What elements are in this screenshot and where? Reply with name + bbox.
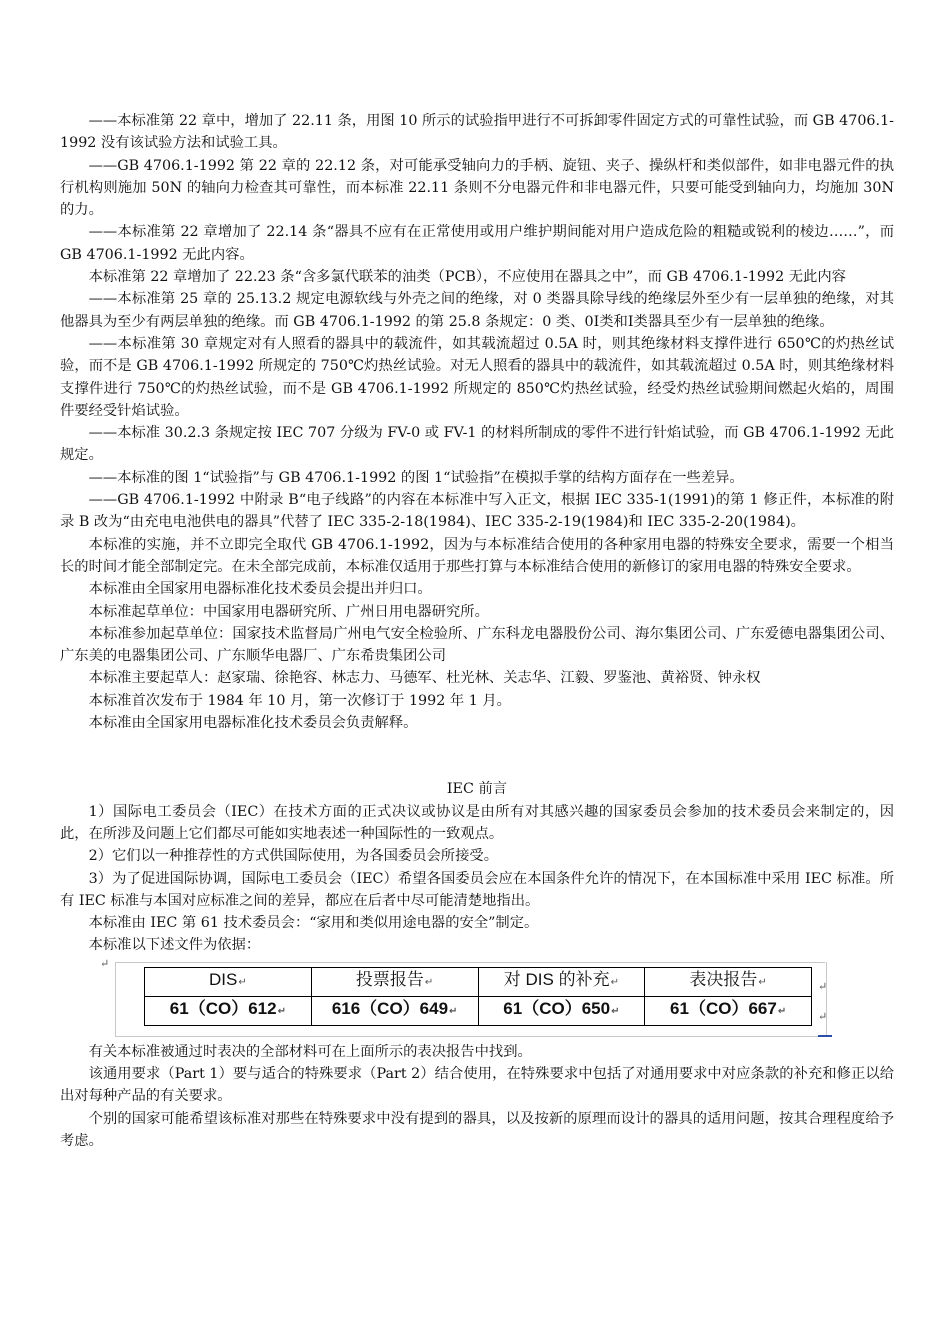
row-end-mark-icon: ↵ [818, 1009, 828, 1023]
paragraph: ——本标准第 30 章规定对有人照看的器具中的载流件，如其载流超过 0.5A 时，则其绝缘材料支撑件进行 650℃的灼热丝试验，而不是 GB 4706.1-1992 所规定的 750℃灼热丝试验。对无人照看的器具中的载流件，如其载流超过 0.5A 时，则其绝缘材料支撑件进行 750℃的灼热丝试验，而不是 GB 4706.1-1992 所规定的 850℃灼热丝试验，经受灼热丝试验期间燃起火焰的，周围件要经受针焰试验。 [60, 335, 894, 419]
paragraph: 该通用要求（Part 1）要与适合的特殊要求（Part 2）结合使用，在特殊要求中包括了对通用要求中对应条款的补充和修正以给出对每种产品的有关要求。 [60, 1065, 894, 1105]
paragraph: 3）为了促进国际协调，国际电工委员会（IEC）希望各国委员会应在本国条件允许的情况下，在本国标准中采用 IEC 标准。所有 IEC 标准与本国对应标准之间的差异，都应在后者中尽可能清楚地指出。 [60, 870, 894, 909]
paragraph-mark-icon: ↵ [100, 956, 110, 970]
cell-mark-icon: ↵ [611, 1006, 620, 1018]
paragraph: 本标准参加起草单位：国家技术监督局广州电气安全检验所、广东科龙电器股份公司、海尔集团公司、广东爱德电器集团公司、广东美的电器集团公司、广东顺华电器厂、广东希贵集团公司 [60, 625, 894, 665]
paragraph: ——本标准 30.2.3 条规定按 IEC 707 分级为 FV-0 或 FV-1 的材料所制成的零件不进行针焰试验，而 GB 4706.1-1992 无此规定。 [60, 425, 894, 464]
cell-mark-icon: ↵ [777, 1006, 787, 1018]
cell-mark-icon: ↵ [238, 977, 247, 989]
table-row [145, 996, 812, 1025]
paragraph: 本标准由全国家用电器标准化技术委员会负责解释。 [88, 715, 418, 732]
cursor-mark [818, 1035, 832, 1037]
paragraph: 本标准由全国家用电器标准化技术委员会提出并归口。 [88, 581, 432, 598]
paragraph: ——本标准第 22 章增加了 22.14 条“器具不应有在正常使用或用户维护期间能对用户造成危险的粗糙或锐利的棱边……”，而 GB 4706.1-1992 无此内容。 [60, 224, 894, 263]
frame-border [115, 962, 116, 1036]
table-header-cell: DIS↵ [145, 967, 312, 996]
paragraph: 本标准起草单位：中国家用电器研究所、广州日用电器研究所。 [88, 603, 489, 620]
table-row [145, 967, 812, 996]
section-heading: IEC 前言 [446, 781, 508, 798]
paragraph: 本标准由 IEC 第 61 技术委员会：“家用和类似用途电器的安全”制定。 [88, 915, 539, 932]
table-header-cell: 对 DIS 的补充↵ [478, 967, 645, 996]
table-cell: 61（CO）667↵ [645, 996, 812, 1025]
cell-mark-icon: ↵ [277, 1006, 286, 1018]
document-body [60, 110, 894, 1152]
cell-mark-icon: ↵ [424, 977, 434, 989]
paragraph: 本标准以下述文件为依据： [88, 937, 261, 954]
row-end-mark-icon: ↵ [818, 979, 828, 993]
paragraph: 2）它们以一种推荐性的方式供国际使用，为各国委员会所接受。 [88, 848, 498, 865]
paragraph: ——本标准第 22 章中，增加了 22.11 条，用图 10 所示的试验指甲进行不可拆卸零件固定方式的可靠性试验，而 GB 4706.1-1992 没有该试验方法和试验工具。 [60, 113, 894, 152]
paragraph: 本标准首次发布于 1984 年 10 月，第一次修订于 1992 年 1 月。 [88, 692, 511, 709]
paragraph: 本标准的实施，并不立即完全取代 GB 4706.1-1992，因为与本标准结合使用的各种家用电器的特殊安全要求，需要一个相当长的时间才能全部制定完。在未全部完成前，本标准仅适用于那些打算与本标准结合使用的新修订的家用电器的特殊安全要求。 [60, 536, 894, 575]
table-cell: 61（CO）612↵ [145, 996, 312, 1025]
paragraph: ——本标准的图 1“试验指”与 GB 4706.1-1992 的图 1“试验指”在模拟手掌的结构方面存在一些差异。 [88, 469, 744, 486]
table-header-cell: 表决报告↵ [645, 967, 812, 996]
cell-mark-icon: ↵ [610, 977, 619, 989]
section-spacer [60, 734, 894, 778]
frame-border [115, 962, 825, 963]
paragraph: 本标准第 22 章增加了 22.23 条“含多氯代联苯的油类（PCB），不应使用在器具之中”，而 GB 4706.1-1992 无此内容 [88, 269, 846, 286]
table-frame [60, 956, 894, 1039]
frame-border [115, 1036, 827, 1037]
paragraph: ——GB 4706.1-1992 中附录 B“电子线路”的内容在本标准中写入正文，根据 IEC 335-1(1991)的第 1 修正件，本标准的附录 B 改为“由充电电池供电的器具”代替了 IEC 335-2-18(1984)、IEC 335-2-19(1984)和 IEC 335-2-20(1984)。 [60, 492, 894, 531]
table-header-cell: 投票报告↵ [311, 967, 478, 996]
document-table [144, 967, 812, 1026]
table-cell: 61（CO）650↵ [478, 996, 645, 1025]
cell-mark-icon: ↵ [758, 977, 767, 989]
cell-mark-icon: ↵ [449, 1006, 458, 1018]
table-cell: 616（CO）649↵ [311, 996, 478, 1025]
paragraph: 1）国际电工委员会（IEC）在技术方面的正式决议或协议是由所有对其感兴趣的国家委员会参加的技术委员会来制定的，因此，在所涉及问题上它们都尽可能如实地表述一种国际性的一致观点。 [60, 803, 894, 842]
paragraph: 个别的国家可能希望该标准对那些在特殊要求中没有提到的器具，以及按新的原理而设计的器具的适用问题，按其合理程度给予考虑。 [60, 1110, 894, 1149]
paragraph: ——GB 4706.1-1992 第 22 章的 22.12 条，对可能承受轴向力的手柄、旋钮、夹子、操纵杆和类似部件，如非电器元件的执行机构则施加 50N 的轴向力检查其可靠性，而本标准 22.11 条则不分电器元件和非电器元件，只要可能受到轴向力，均施加 30N 的力。 [60, 157, 894, 219]
paragraph: 有关本标准被通过时表决的全部材料可在上面所示的表决报告中找到。 [88, 1043, 532, 1060]
paragraph: ——本标准第 25 章的 25.13.2 规定电源软线与外壳之间的绝缘，对 0 类器具除导线的绝缘层外至少有一层单独的绝缘，对其他器具为至少有两层单独的绝缘。而 GB 4706.1-1992 的第 25.8 条规定：0 类、0Ⅰ类和Ⅰ类器具至少有一层单独的绝缘。 [60, 291, 894, 330]
paragraph: 本标准主要起草人：赵家瑞、徐艳容、林志力、马德军、杜光林、关志华、江毅、罗鉴池、黄裕贤、钟永权 [88, 670, 761, 687]
